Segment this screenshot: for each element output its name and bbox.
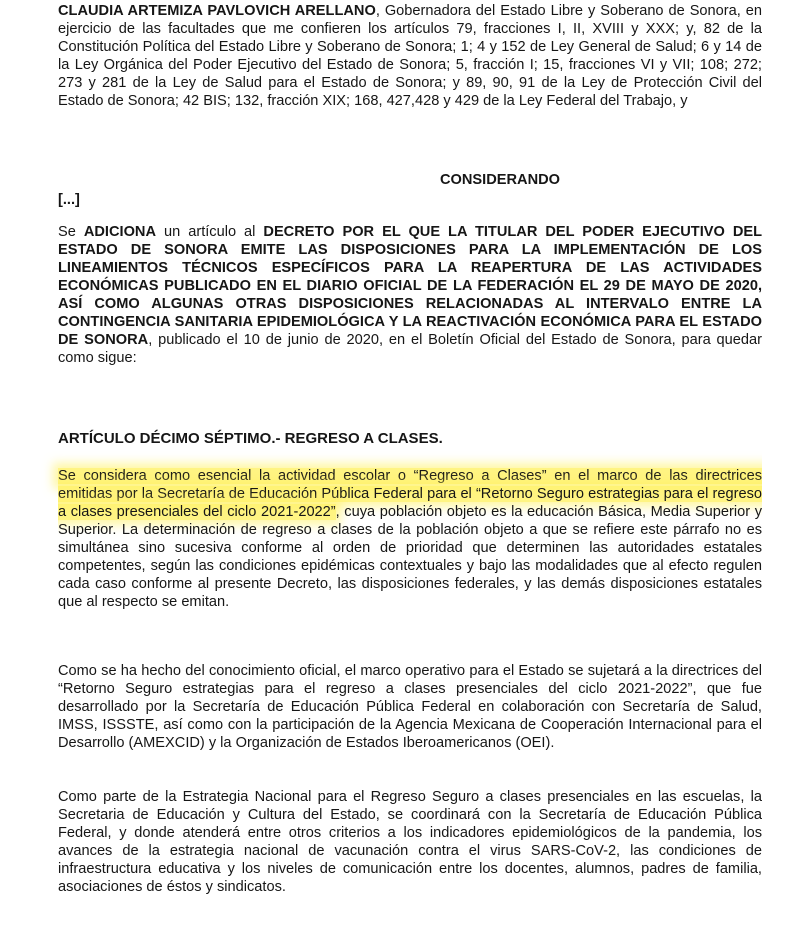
adiciona-pre: Se (58, 224, 84, 240)
intro-text: , Gobernadora del Estado Libre y Soberano de Sonora, en ejercicio de las facultades que me confieren los artículos 79, fracciones I, II, XVIII y XXX; y, 82 de la Constitución Política del Estado Libre y Soberano de Sonora; 1; 4 y 152 de Ley General de Salud; 6 y 14 de la Ley Orgánica del Poder Ejecutivo del Estado de Sonora; 5, fracción I; 15, fracciones VI y VII; 108; 272; 273 y 281 de la Ley de Salud para el Estado de Sonora; y 89, 90, 91 de la Ley de Protección Civil del Estado de Sonora; 42 BIS; 132, fracción XIX; 168, 427,428 y 429 de la Ley Federal del Trabajo, y (58, 3, 762, 109)
estrategia-nacional-paragraph: Como parte de la Estrategia Nacional para el Regreso Seguro a clases presenciales en las escuelas, la Secretaria de Educación y Cultura del Estado, se coordinará con la Secretaría de Educación Pública Federal, y donde atenderá entre otros criterios a los indicadores epidemiológicos de la pandemia, los avances de la estrategia nacional de vacunación contra el virus SARS-CoV-2, las condiciones de infraestructura educativa y los niveles de comunicación entre los docentes, alumnos, padres de familia, asociaciones de éstos y sindicatos. (58, 789, 762, 895)
article-paragraph (58, 467, 762, 611)
governor-name: CLAUDIA ARTEMIZA PAVLOVICH ARELLANO (58, 3, 376, 19)
adiciona-keyword: ADICIONA (83, 224, 157, 240)
article-heading: ARTÍCULO DÉCIMO SÉPTIMO.- REGRESO A CLASES. (58, 430, 443, 447)
adiciona-paragraph (58, 223, 762, 367)
highlighted-text: Se considera como esencial la actividad escolar o “Regreso a Clases” en el marco de las directrices emitidas por la Secretaría de Educación Pública Federal para el “Retorno Seguro estrategias para el regreso a clases presenciales del ciclo 2021-2022” (58, 468, 762, 520)
decree-title: DECRETO POR EL QUE LA TITULAR DEL PODER EJECUTIVO DEL ESTADO DE SONORA EMITE LAS DISPOSICIONES PARA LA IMPLEMENTACIÓN DE LOS LINEAMIENTOS TÉCNICOS ESPECÍFICOS PARA LA REAPERTURA DE LAS ACTIVIDADES ECONÓMICAS PUBLICADO EN EL DIARIO OFICIAL DE LA FEDERACIÓN EL 29 DE MAYO DE 2020, ASÍ COMO ALGUNAS OTRAS DISPOSICIONES RELACIONADAS AL INTERVALO ENTRE LA CONTINGENCIA SANITARIA EPIDEMIOLÓGICA Y LA REACTIVACIÓN ECONÓMICA PARA EL ESTADO DE SONORA (58, 224, 763, 348)
omission-marker: [...] (58, 192, 80, 208)
marco-operativo-paragraph: Como se ha hecho del conocimiento oficial, el marco operativo para el Estado se sujetará a la directrices del “Retorno Seguro estrategias para el regreso a clases presenciales del ciclo 2021-2022”, que fue desarrollado por la Secretaría de Educación Pública Federal en colaboración con Secretaría de Salud, IMSS, ISSSTE, así como con la participación de la Agencia Mexicana de Cooperación Internacional para el Desarrollo (AMEXCID) y la Organización de Estados Iberoamericanos (OEI). (58, 663, 762, 751)
adiciona-mid: un artículo al (156, 224, 264, 240)
considerando-heading: CONSIDERANDO (440, 172, 560, 188)
adiciona-post: , publicado el 10 de junio de 2020, en el Boletín Oficial del Estado de Sonora, para quedar como sigue: (58, 332, 762, 366)
article-rest: , cuya población objeto es la educación Básica, Media Superior y Superior. La determinación de regreso a clases de la población objeto a que se refiere este párrafo no es simultánea sino sucesiva conforme al orden de prioridad que determinen las autoridades estatales competentes, según las condiciones epidémicas contextuales y bajo las modalidades que al efecto regulen cada caso conforme al presente Decreto, las disposiciones federales, y las demás disposiciones estatales que al respecto se emitan. (58, 504, 762, 610)
intro-paragraph (58, 2, 762, 110)
